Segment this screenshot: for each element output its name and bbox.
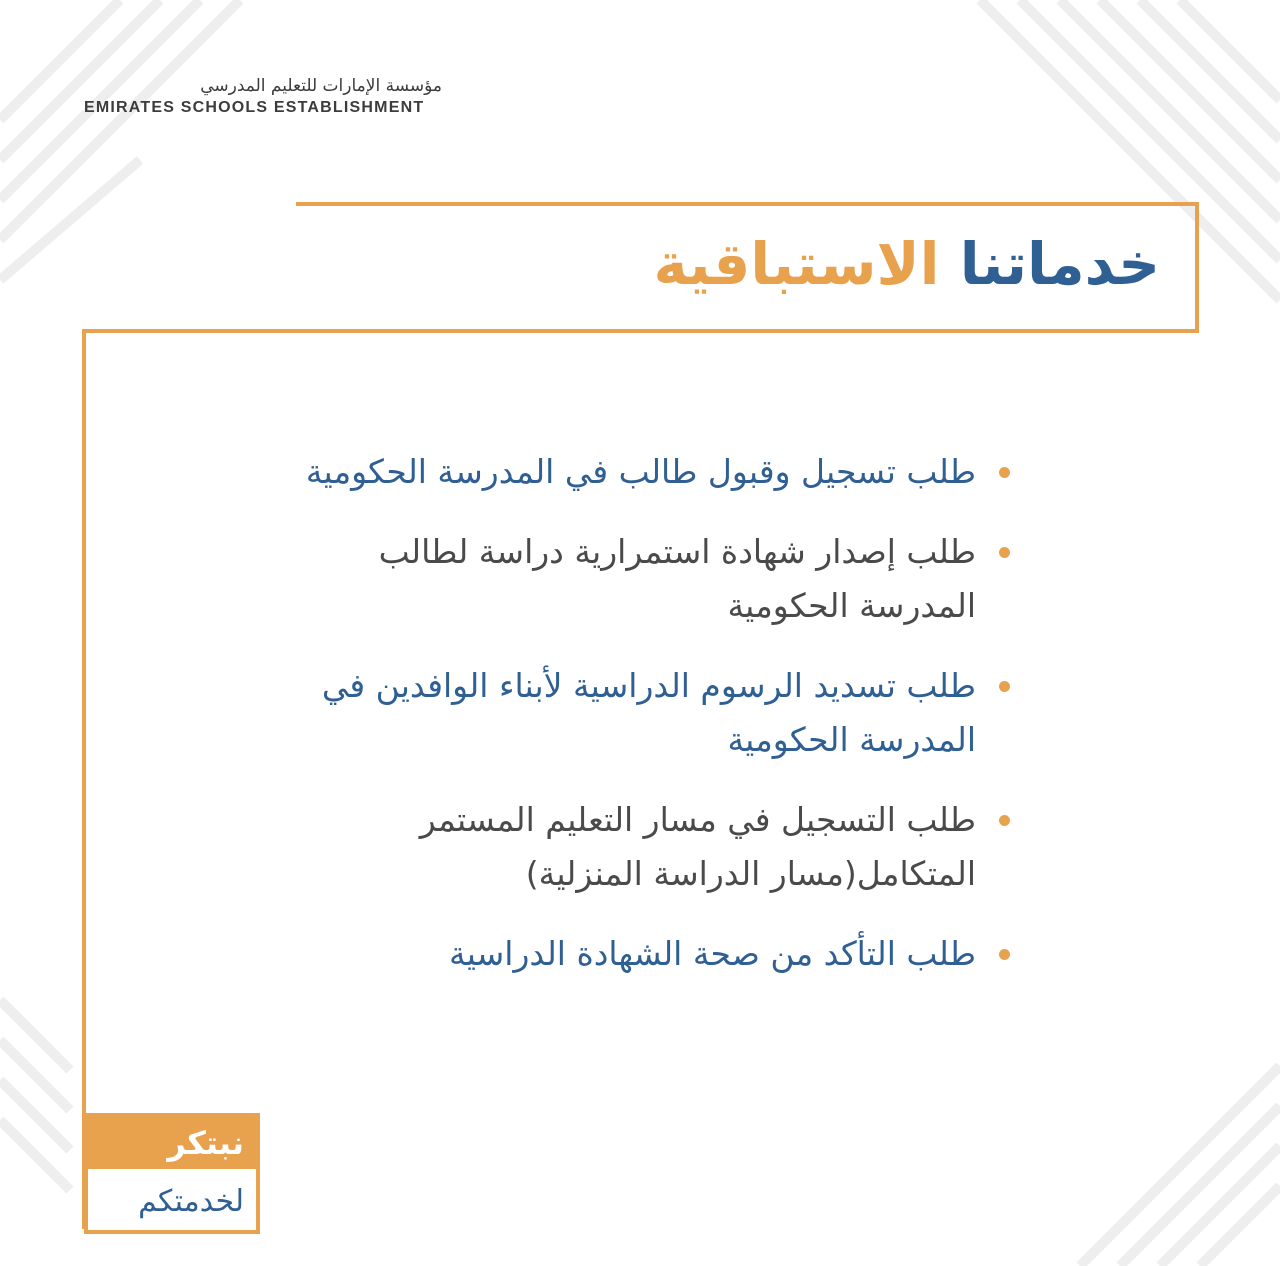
service-text: طلب تسجيل وقبول طالب في المدرسة الحكومية (305, 452, 976, 491)
bullet-icon (999, 949, 1010, 960)
bullet-icon (999, 815, 1010, 826)
service-item (300, 525, 1010, 633)
service-item (300, 793, 1010, 901)
service-item (300, 927, 1010, 981)
services-list (300, 445, 1010, 1007)
title-part-proactive: الاستباقية (653, 230, 940, 298)
title-part-services: خدماتنا (959, 230, 1160, 298)
bullet-icon (999, 467, 1010, 478)
service-text: طلب تسديد الرسوم الدراسية لأبناء الوافدين في المدرسة الحكومية (321, 666, 976, 759)
slogan-bottom: لخدمتكم (138, 1184, 244, 1219)
service-text: طلب التأكد من صحة الشهادة الدراسية (449, 934, 976, 973)
slogan-badge (84, 1113, 260, 1234)
logo-arabic-name: مؤسسة الإمارات للتعليم المدرسي (200, 76, 442, 96)
service-item (300, 659, 1010, 767)
org-logo (84, 74, 444, 118)
service-text: طلب التسجيل في مسار التعليم المستمر المتكامل(مسار الدراسة المنزلية) (419, 800, 976, 893)
logo-english-name: EMIRATES SCHOOLS ESTABLISHMENT (84, 99, 425, 116)
bullet-icon (999, 547, 1010, 558)
bullet-icon (999, 681, 1010, 692)
service-text: طلب إصدار شهادة استمرارية دراسة لطالب المدرسة الحكومية (378, 532, 976, 625)
page-title (300, 224, 1160, 304)
slogan-top: نبتكر (88, 1117, 256, 1169)
service-item (300, 445, 1010, 499)
